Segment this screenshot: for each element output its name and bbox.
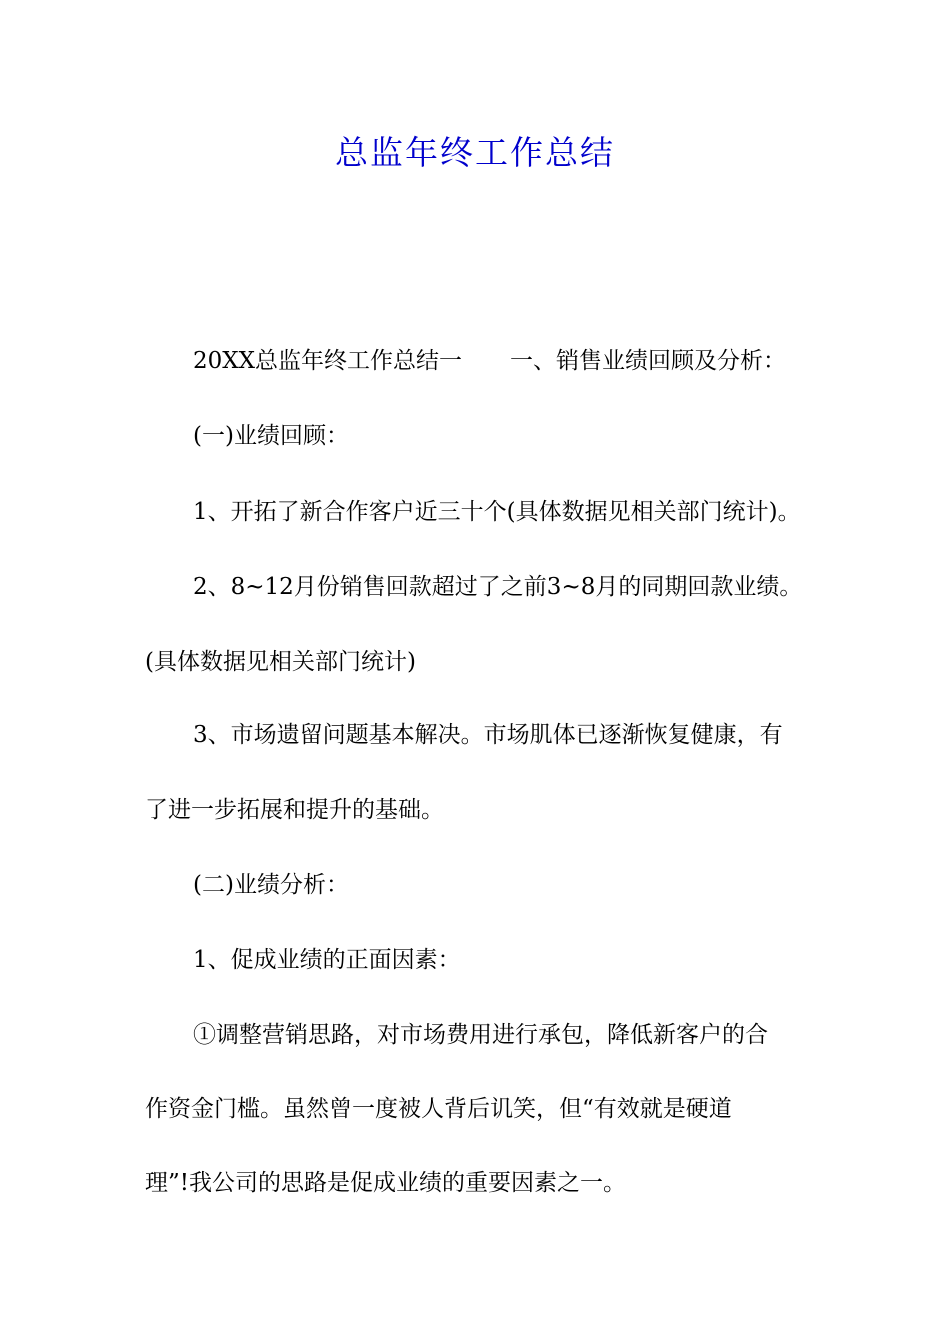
intro-line	[193, 343, 786, 379]
page-title: 总监年终工作总结	[335, 133, 615, 172]
subsection-heading-review: (一)业绩回顾：	[193, 423, 349, 449]
section-heading-sales: 一、销售业绩回顾及分析：	[510, 348, 787, 374]
paragraph-item-3-line-1: 3、市场遗留问题基本解决。市场肌体已逐渐恢复健康，有	[193, 722, 783, 748]
paragraph-item-2-line-2: (具体数据见相关部门统计)	[145, 649, 416, 675]
paragraph-point-1-line-1: ①调整营销思路，对市场费用进行承包，降低新客户的合	[193, 1022, 768, 1048]
subsection-heading-analysis: (二)业绩分析：	[193, 872, 349, 898]
positive-factors-heading: 1、促成业绩的正面因素：	[193, 947, 461, 973]
intro-title-text: 20XX总监年终工作总结一	[193, 348, 463, 374]
paragraph-point-1-line-2: 作资金门槛。虽然曾一度被人背后讥笑，但“有效就是硬道	[145, 1096, 732, 1122]
paragraph-item-2-line-1: 2、8~12月份销售回款超过了之前3~8月的同期回款业绩。	[193, 574, 803, 600]
paragraph-item-3-line-2: 了进一步拓展和提升的基础。	[145, 797, 444, 823]
paragraph-point-1-line-3: 理”!我公司的思路是促成业绩的重要因素之一。	[145, 1170, 627, 1196]
paragraph-item-1: 1、开拓了新合作客户近三十个(具体数据见相关部门统计)。	[193, 499, 801, 525]
